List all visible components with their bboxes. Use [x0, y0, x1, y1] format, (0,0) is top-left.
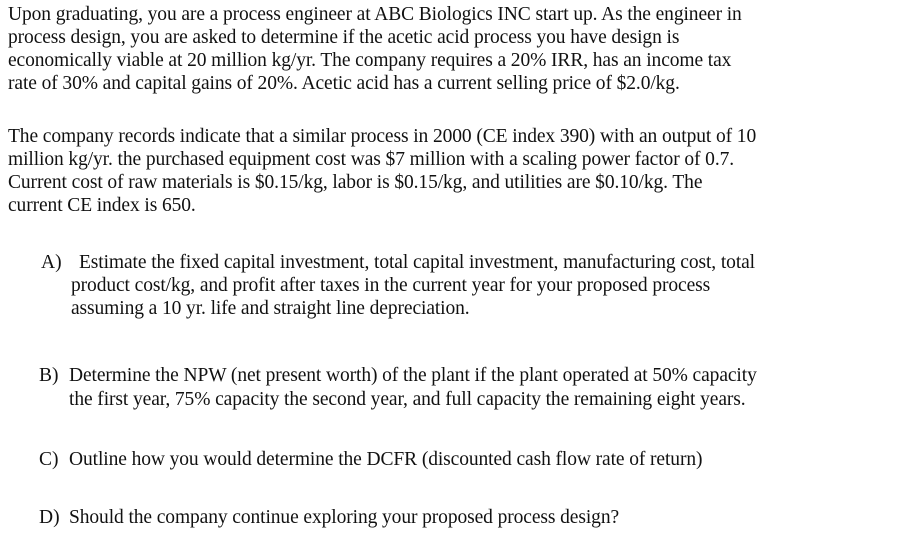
question-d-label: D) — [39, 507, 60, 528]
question-c-label: C) — [39, 449, 59, 470]
question-a-line-1: Estimate the fixed capital investment, total capital investment, manufacturing cost, total — [79, 252, 756, 273]
question-c-line-1: Outline how you would determine the DCFR (discounted cash flow rate of return) — [69, 449, 703, 470]
question-d-line-1: Should the company continue exploring your proposed process design? — [69, 507, 620, 528]
intro-line-4: rate of 30% and capital gains of 20%. Acetic acid has a current selling price of $2.0/kg. — [8, 73, 680, 94]
records-line-1: The company records indicate that a similar process in 2000 (CE index 390) with an output of 10 — [8, 126, 757, 147]
question-b-label: B) — [39, 365, 59, 386]
intro-line-2: process design, you are asked to determine if the acetic acid process you have design is — [8, 27, 680, 48]
records-line-3: Current cost of raw materials is $0.15/kg, labor is $0.15/kg, and utilities are $0.10/kg. The — [8, 172, 703, 193]
question-b-line-2: the first year, 75% capacity the second year, and full capacity the remaining eight years. — [69, 389, 746, 410]
question-a-label: A) — [41, 252, 62, 273]
question-a-line-3: assuming a 10 yr. life and straight line depreciation. — [71, 298, 470, 319]
records-line-2: million kg/yr. the purchased equipment cost was $7 million with a scaling power factor of 0.7. — [8, 149, 735, 170]
question-b-line-1: Determine the NPW (net present worth) of the plant if the plant operated at 50% capacity — [69, 365, 757, 386]
question-a-line-2: product cost/kg, and profit after taxes in the current year for your proposed process — [71, 275, 711, 296]
intro-line-3: economically viable at 20 million kg/yr. The company requires a 20% IRR, has an income tax — [8, 50, 732, 71]
records-line-4: current CE index is 650. — [8, 195, 196, 216]
intro-line-1: Upon graduating, you are a process engineer at ABC Biologics INC start up. As the engineer in — [8, 4, 742, 25]
